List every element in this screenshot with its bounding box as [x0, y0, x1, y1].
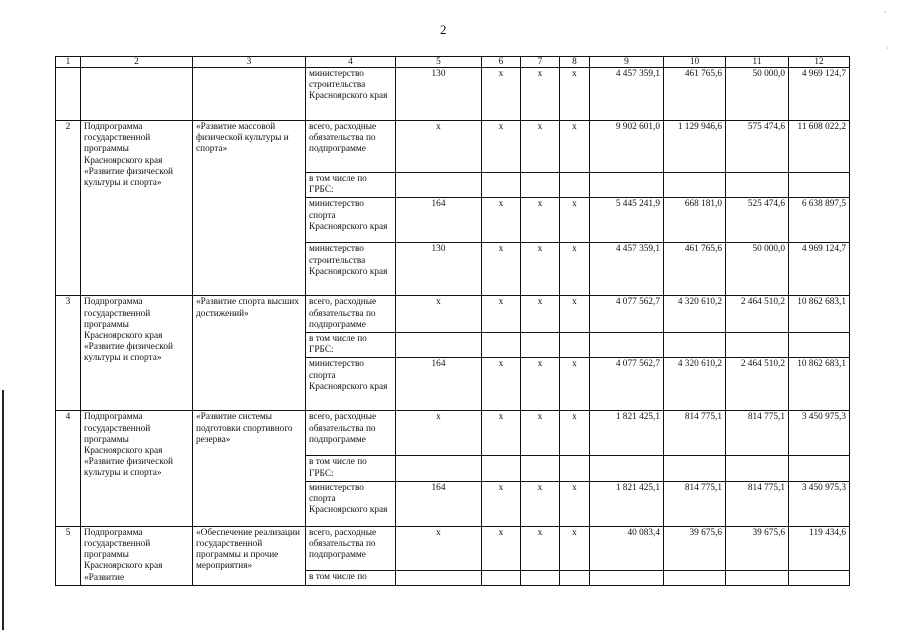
value-cell-c5: x — [396, 296, 482, 333]
value-cell-c5 — [396, 571, 482, 586]
column-header: 11 — [726, 57, 789, 68]
value-cell-c10: 4 320 610,2 — [664, 296, 726, 333]
value-cell-c11: 50 000,0 — [726, 243, 789, 296]
value-cell-c5: x — [396, 526, 482, 570]
table-row — [56, 526, 850, 570]
obligation-description-cell: всего, расходные обязательства по подпрограмме — [306, 296, 396, 333]
scan-edge-line — [2, 390, 4, 630]
value-cell-c9: 4 457 359,1 — [590, 68, 664, 121]
value-cell-c7: x — [521, 526, 560, 570]
value-cell-c10: 461 765,6 — [664, 68, 726, 121]
value-cell-c10: 814 775,1 — [664, 481, 726, 526]
row-number-cell: 5 — [56, 526, 81, 585]
value-cell-c6: x — [482, 481, 521, 526]
value-cell-c6: x — [482, 68, 521, 121]
obligation-description-cell: всего, расходные обязательства по подпрограмме — [306, 526, 396, 570]
table-body — [56, 57, 850, 586]
value-cell-c12: 3 450 975,3 — [789, 411, 850, 456]
value-cell-c11 — [726, 173, 789, 198]
column-header: 5 — [396, 57, 482, 68]
value-cell-c8 — [560, 333, 590, 358]
value-cell-c9: 4 457 359,1 — [590, 243, 664, 296]
column-header: 7 — [521, 57, 560, 68]
value-cell-c6 — [482, 456, 521, 481]
obligation-description-cell: министерство спорта Красноярского края — [306, 481, 396, 526]
value-cell-c7 — [521, 333, 560, 358]
value-cell-c10: 39 675,6 — [664, 526, 726, 570]
value-cell-c11: 814 775,1 — [726, 411, 789, 456]
value-cell-c7: x — [521, 481, 560, 526]
obligation-description-cell: всего, расходные обязательства по подпрограмме — [306, 121, 396, 173]
value-cell-c9: 4 077 562,7 — [590, 296, 664, 333]
margin-mark: · — [886, 44, 889, 53]
value-cell-c10 — [664, 571, 726, 586]
value-cell-c9 — [590, 456, 664, 481]
value-cell-c7 — [521, 456, 560, 481]
value-cell-c10: 4 320 610,2 — [664, 358, 726, 411]
value-cell-c7 — [521, 571, 560, 586]
value-cell-c6 — [482, 173, 521, 198]
value-cell-c8 — [560, 571, 590, 586]
value-cell-c12: 4 969 124,7 — [789, 68, 850, 121]
value-cell-c12: 10 862 683,1 — [789, 296, 850, 333]
value-cell-c6: x — [482, 121, 521, 173]
value-cell-c9 — [590, 173, 664, 198]
value-cell-c8: x — [560, 243, 590, 296]
table-row — [56, 121, 850, 173]
table-row — [56, 68, 850, 121]
value-cell-c12 — [789, 173, 850, 198]
value-cell-c10: 814 775,1 — [664, 411, 726, 456]
page-number: 2 — [440, 22, 447, 37]
value-cell-c12: 11 608 022,2 — [789, 121, 850, 173]
value-cell-c12: 6 638 897,5 — [789, 198, 850, 243]
column-header: 12 — [789, 57, 850, 68]
value-cell-c6 — [482, 571, 521, 586]
value-cell-c12 — [789, 571, 850, 586]
value-cell-c10 — [664, 173, 726, 198]
row-number-cell — [56, 68, 81, 121]
column-header: 10 — [664, 57, 726, 68]
obligation-description-cell: министерство строительства Красноярского края — [306, 68, 396, 121]
value-cell-c12 — [789, 333, 850, 358]
value-cell-c8: x — [560, 198, 590, 243]
column-number-row — [56, 57, 850, 68]
value-cell-c9: 9 902 601,0 — [590, 121, 664, 173]
value-cell-c7: x — [521, 358, 560, 411]
value-cell-c9: 4 077 562,7 — [590, 358, 664, 411]
column-header: 4 — [306, 57, 396, 68]
obligation-description-cell: в том числе по ГРБС: — [306, 333, 396, 358]
column-header: 6 — [482, 57, 521, 68]
program-cell: Подпрограмма государственной программы Красноярского края «Развитие — [81, 526, 193, 585]
table-row — [56, 411, 850, 456]
value-cell-c7: x — [521, 121, 560, 173]
value-cell-c8 — [560, 173, 590, 198]
value-cell-c11: 50 000,0 — [726, 68, 789, 121]
value-cell-c5: x — [396, 411, 482, 456]
value-cell-c5: 130 — [396, 68, 482, 121]
value-cell-c10 — [664, 333, 726, 358]
column-header: 1 — [56, 57, 81, 68]
value-cell-c6: x — [482, 526, 521, 570]
program-cell: Подпрограмма государственной программы Красноярского края «Развитие физической культуры и спорта» — [81, 121, 193, 296]
value-cell-c9 — [590, 333, 664, 358]
value-cell-c8 — [560, 456, 590, 481]
value-cell-c6: x — [482, 296, 521, 333]
row-number-cell: 4 — [56, 411, 81, 526]
value-cell-c5 — [396, 333, 482, 358]
margin-mark: · — [884, 8, 887, 17]
event-cell: «Развитие спорта высших достижений» — [193, 296, 306, 411]
value-cell-c12: 10 862 683,1 — [789, 358, 850, 411]
value-cell-c6: x — [482, 411, 521, 456]
value-cell-c6: x — [482, 243, 521, 296]
column-header: 2 — [81, 57, 193, 68]
program-cell: Подпрограмма государственной программы Красноярского края «Развитие физической культуры и спорта» — [81, 296, 193, 411]
value-cell-c11: 575 474,6 — [726, 121, 789, 173]
value-cell-c8: x — [560, 411, 590, 456]
value-cell-c7: x — [521, 296, 560, 333]
obligation-description-cell: министерство спорта Красноярского края — [306, 198, 396, 243]
value-cell-c5: 130 — [396, 243, 482, 296]
value-cell-c7: x — [521, 243, 560, 296]
value-cell-c8: x — [560, 68, 590, 121]
value-cell-c9: 40 083,4 — [590, 526, 664, 570]
value-cell-c10 — [664, 456, 726, 481]
event-cell: «Развитие системы подготовки спортивного резерва» — [193, 411, 306, 526]
value-cell-c11 — [726, 571, 789, 586]
value-cell-c12: 119 434,6 — [789, 526, 850, 570]
column-header: 8 — [560, 57, 590, 68]
value-cell-c7: x — [521, 411, 560, 456]
value-cell-c11 — [726, 456, 789, 481]
obligation-description-cell: министерство строительства Красноярского края — [306, 243, 396, 296]
obligation-description-cell: в том числе по ГРБС: — [306, 456, 396, 481]
value-cell-c12 — [789, 456, 850, 481]
row-number-cell: 3 — [56, 296, 81, 411]
column-header: 3 — [193, 57, 306, 68]
budget-table — [55, 56, 850, 586]
value-cell-c8: x — [560, 526, 590, 570]
column-header: 9 — [590, 57, 664, 68]
program-cell — [81, 68, 193, 121]
value-cell-c9: 5 445 241,9 — [590, 198, 664, 243]
value-cell-c8: x — [560, 481, 590, 526]
value-cell-c11 — [726, 333, 789, 358]
value-cell-c8: x — [560, 358, 590, 411]
value-cell-c8: x — [560, 296, 590, 333]
value-cell-c5: 164 — [396, 198, 482, 243]
value-cell-c6 — [482, 333, 521, 358]
value-cell-c10: 461 765,6 — [664, 243, 726, 296]
event-cell: «Развитие массовой физической культуры и спорта» — [193, 121, 306, 296]
event-cell — [193, 68, 306, 121]
value-cell-c6: x — [482, 198, 521, 243]
event-cell: «Обеспечение реализации государственной программы и прочие мероприятия» — [193, 526, 306, 585]
value-cell-c7: x — [521, 68, 560, 121]
row-number-cell: 2 — [56, 121, 81, 296]
value-cell-c11: 39 675,6 — [726, 526, 789, 570]
value-cell-c8: x — [560, 121, 590, 173]
obligation-description-cell: в том числе по ГРБС: — [306, 173, 396, 198]
value-cell-c5: 164 — [396, 358, 482, 411]
value-cell-c10: 668 181,0 — [664, 198, 726, 243]
value-cell-c7: x — [521, 198, 560, 243]
value-cell-c10: 1 129 946,6 — [664, 121, 726, 173]
value-cell-c9 — [590, 571, 664, 586]
value-cell-c12: 4 969 124,7 — [789, 243, 850, 296]
obligation-description-cell: в том числе по — [306, 571, 396, 586]
value-cell-c11: 525 474,6 — [726, 198, 789, 243]
obligation-description-cell: всего, расходные обязательства по подпрограмме — [306, 411, 396, 456]
value-cell-c5 — [396, 173, 482, 198]
value-cell-c11: 2 464 510,2 — [726, 296, 789, 333]
value-cell-c12: 3 450 975,3 — [789, 481, 850, 526]
value-cell-c5: 164 — [396, 481, 482, 526]
program-cell: Подпрограмма государственной программы Красноярского края «Развитие физической культуры и спорта» — [81, 411, 193, 526]
value-cell-c9: 1 821 425,1 — [590, 481, 664, 526]
value-cell-c11: 814 775,1 — [726, 481, 789, 526]
value-cell-c6: x — [482, 358, 521, 411]
value-cell-c7 — [521, 173, 560, 198]
value-cell-c5: x — [396, 121, 482, 173]
table-row — [56, 296, 850, 333]
value-cell-c9: 1 821 425,1 — [590, 411, 664, 456]
obligation-description-cell: министерство спорта Красноярского края — [306, 358, 396, 411]
value-cell-c11: 2 464 510,2 — [726, 358, 789, 411]
value-cell-c5 — [396, 456, 482, 481]
